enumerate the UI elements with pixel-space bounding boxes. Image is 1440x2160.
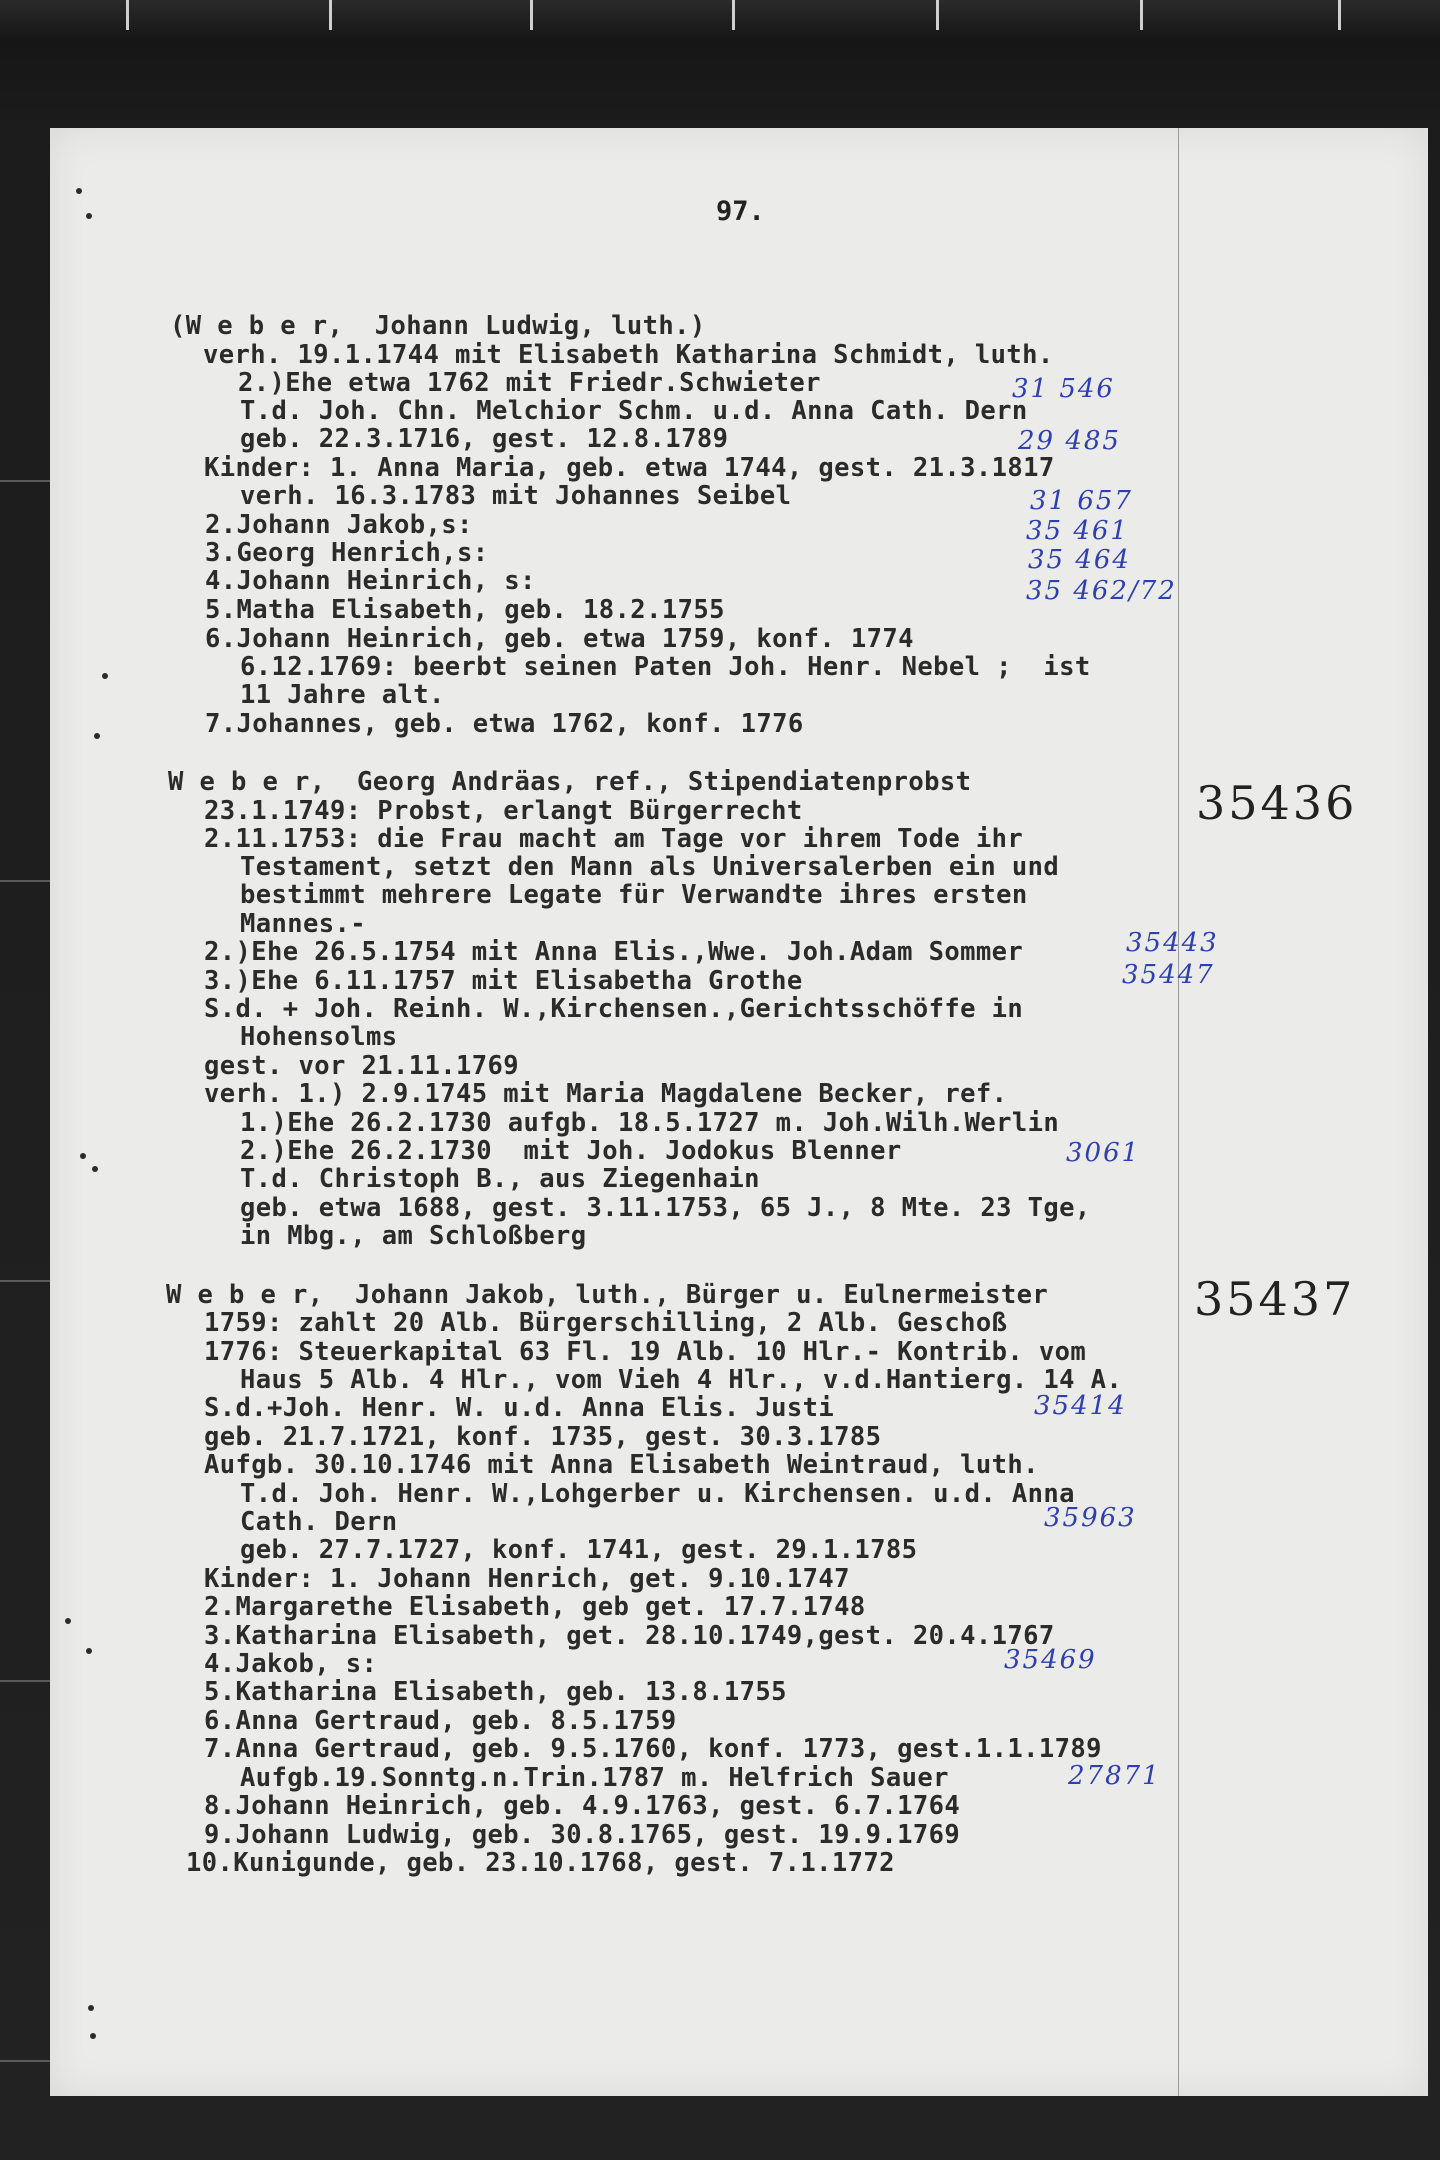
record-number-stamp: 35436 (1196, 776, 1358, 830)
film-tick (126, 0, 129, 30)
handwritten-reference: 35963 (1044, 1503, 1137, 1533)
entry2-line-1: 23.1.1749: Probst, erlangt Bürgerrecht (204, 796, 803, 826)
film-tick (329, 0, 332, 30)
entry1-line-10: 5.Matha Elisabeth, geb. 18.2.1755 (205, 595, 725, 625)
entry2-line-12: 1.)Ehe 26.2.1730 aufgb. 18.5.1727 m. Joh.Wilh.Werlin (240, 1108, 1060, 1138)
entry3-line-19: 9.Johann Ludwig, geb. 30.8.1765, gest. 19.9.1769 (204, 1820, 961, 1850)
handwritten-reference: 29 485 (1018, 426, 1121, 456)
entry3-line-13: 4.Jakob, s: (204, 1649, 378, 1679)
entry3-line-7: T.d. Joh. Henr. W.,Lohgerber u. Kirchensen. u.d. Anna (240, 1479, 1075, 1509)
entry1-line-3: T.d. Joh. Chn. Melchior Schm. u.d. Anna Cath. Dern (240, 396, 1028, 426)
punch-hole (86, 1648, 92, 1654)
entry3-line-5: geb. 21.7.1721, konf. 1735, gest. 30.3.1785 (204, 1422, 882, 1452)
handwritten-reference: 35 464 (1028, 545, 1131, 575)
entry2-line-3: Testament, setzt den Mann als Universalerben ein und (240, 852, 1060, 882)
entry2-line-5: Mannes.- (240, 909, 367, 939)
entry1-line-9: 4.Johann Heinrich, s: (205, 566, 536, 596)
entry2-line-10: gest. vor 21.11.1769 (204, 1051, 520, 1081)
entry1-line-0: (W e b e r, Johann Ludwig, luth.) (170, 311, 706, 341)
entry3-line-4: S.d.+Joh. Henr. W. u.d. Anna Elis. Justi (204, 1393, 835, 1423)
film-tick (1338, 0, 1341, 30)
entry1-line-7: 2.Johann Jakob,s: (205, 510, 473, 540)
entry2-line-9: Hohensolms (240, 1022, 398, 1052)
punch-hole (94, 733, 100, 739)
entry1-line-8: 3.Georg Henrich,s: (205, 538, 489, 568)
entry3-line-3: Haus 5 Alb. 4 Hlr., vom Vieh 4 Hlr., v.d.Hantierg. 14 A. (240, 1365, 1123, 1395)
entry3-line-10: Kinder: 1. Johann Henrich, get. 9.10.1747 (204, 1564, 850, 1594)
handwritten-reference: 35 461 (1026, 516, 1129, 546)
entry3-line-6: Aufgb. 30.10.1746 mit Anna Elisabeth Weintraud, luth. (204, 1450, 1039, 1480)
punch-hole (90, 2033, 96, 2039)
entry1-line-12: 6.12.1769: beerbt seinen Paten Joh. Henr. Nebel ; ist (240, 652, 1091, 682)
handwritten-reference: 3061 (1066, 1138, 1141, 1168)
handwritten-reference: 35 462/72 (1026, 576, 1177, 606)
punch-hole (65, 1618, 71, 1624)
entry1-line-2: 2.)Ehe etwa 1762 mit Friedr.Schwieter (238, 368, 821, 398)
entry2-line-14: T.d. Christoph B., aus Ziegenhain (240, 1164, 760, 1194)
entry2-line-16: in Mbg., am Schloßberg (240, 1221, 587, 1251)
punch-hole (92, 1166, 98, 1172)
entry3-line-1: 1759: zahlt 20 Alb. Bürgerschilling, 2 Alb. Geschoß (204, 1308, 1008, 1338)
entry3-line-16: 7.Anna Gertraud, geb. 9.5.1760, konf. 1773, gest.1.1.1789 (204, 1734, 1102, 1764)
entry1-line-5: Kinder: 1. Anna Maria, geb. etwa 1744, gest. 21.3.1817 (204, 453, 1055, 483)
entry3-line-9: geb. 27.7.1727, konf. 1741, gest. 29.1.1785 (240, 1535, 918, 1565)
entry2-line-0: W e b e r, Georg Andräas, ref., Stipendiatenprobst (168, 767, 972, 797)
entry1-line-11: 6.Johann Heinrich, geb. etwa 1759, konf. 1774 (205, 624, 914, 654)
film-tick (1140, 0, 1143, 30)
entry3-line-20: 10.Kunigunde, geb. 23.10.1768, gest. 7.1.1772 (186, 1848, 895, 1878)
entry2-line-15: geb. etwa 1688, gest. 3.11.1753, 65 J., 8 Mte. 23 Tge, (240, 1193, 1091, 1223)
handwritten-reference: 35414 (1034, 1391, 1127, 1421)
entry3-line-15: 6.Anna Gertraud, geb. 8.5.1759 (204, 1706, 677, 1736)
entry2-line-8: S.d. + Joh. Reinh. W.,Kirchensen.,Gerichtsschöffe in (204, 994, 1024, 1024)
entry1-line-4: geb. 22.3.1716, gest. 12.8.1789 (240, 424, 729, 454)
entry3-line-0: W e b e r, Johann Jakob, luth., Bürger u. Eulnermeister (166, 1280, 1049, 1310)
handwritten-reference: 27871 (1068, 1761, 1161, 1791)
entry2-line-4: bestimmt mehrere Legate für Verwandte ihres ersten (240, 880, 1028, 910)
entry1-line-13: 11 Jahre alt. (240, 680, 445, 710)
entry1-line-6: verh. 16.3.1783 mit Johannes Seibel (240, 481, 792, 511)
film-tick (936, 0, 939, 30)
entry3-line-2: 1776: Steuerkapital 63 Fl. 19 Alb. 10 Hlr.- Kontrib. vom (204, 1337, 1087, 1367)
entry3-line-14: 5.Katharina Elisabeth, geb. 13.8.1755 (204, 1677, 787, 1707)
handwritten-reference: 31 546 (1012, 374, 1115, 404)
entry3-line-12: 3.Katharina Elisabeth, get. 28.10.1749,gest. 20.4.1767 (204, 1621, 1055, 1651)
entry2-line-6: 2.)Ehe 26.5.1754 mit Anna Elis.,Wwe. Joh.Adam Sommer (204, 937, 1024, 967)
entry2-line-13: 2.)Ehe 26.2.1730 mit Joh. Jodokus Blenner (240, 1136, 902, 1166)
punch-hole (86, 213, 92, 219)
page-number: 97. (716, 196, 765, 227)
film-grid (0, 2060, 50, 2062)
entry3-line-11: 2.Margarethe Elisabeth, geb get. 17.7.1748 (204, 1592, 866, 1622)
punch-hole (76, 188, 82, 194)
punch-hole (80, 1153, 86, 1159)
punch-hole (102, 673, 108, 679)
entry3-line-8: Cath. Dern (240, 1507, 398, 1537)
record-number-stamp: 35437 (1194, 1272, 1356, 1326)
entry3-line-17: Aufgb.19.Sonntg.n.Trin.1787 m. Helfrich Sauer (240, 1763, 949, 1793)
film-tick (732, 0, 735, 30)
entry1-line-14: 7.Johannes, geb. etwa 1762, konf. 1776 (205, 709, 804, 739)
entry2-line-2: 2.11.1753: die Frau macht am Tage vor ihrem Tode ihr (204, 824, 1024, 854)
punch-hole (88, 2005, 94, 2011)
entry1-line-1: verh. 19.1.1744 mit Elisabeth Katharina Schmidt, luth. (203, 340, 1054, 370)
handwritten-reference: 35447 (1122, 960, 1215, 990)
film-tick (530, 0, 533, 30)
handwritten-reference: 35443 (1126, 928, 1219, 958)
handwritten-reference: 31 657 (1030, 486, 1133, 516)
entry3-line-18: 8.Johann Heinrich, geb. 4.9.1763, gest. 6.7.1764 (204, 1791, 961, 1821)
entry2-line-7: 3.)Ehe 6.11.1757 mit Elisabetha Grothe (204, 966, 803, 996)
handwritten-reference: 35469 (1004, 1645, 1097, 1675)
entry2-line-11: verh. 1.) 2.9.1745 mit Maria Magdalene Becker, ref. (204, 1079, 1008, 1109)
margin-rule (1178, 128, 1179, 2096)
